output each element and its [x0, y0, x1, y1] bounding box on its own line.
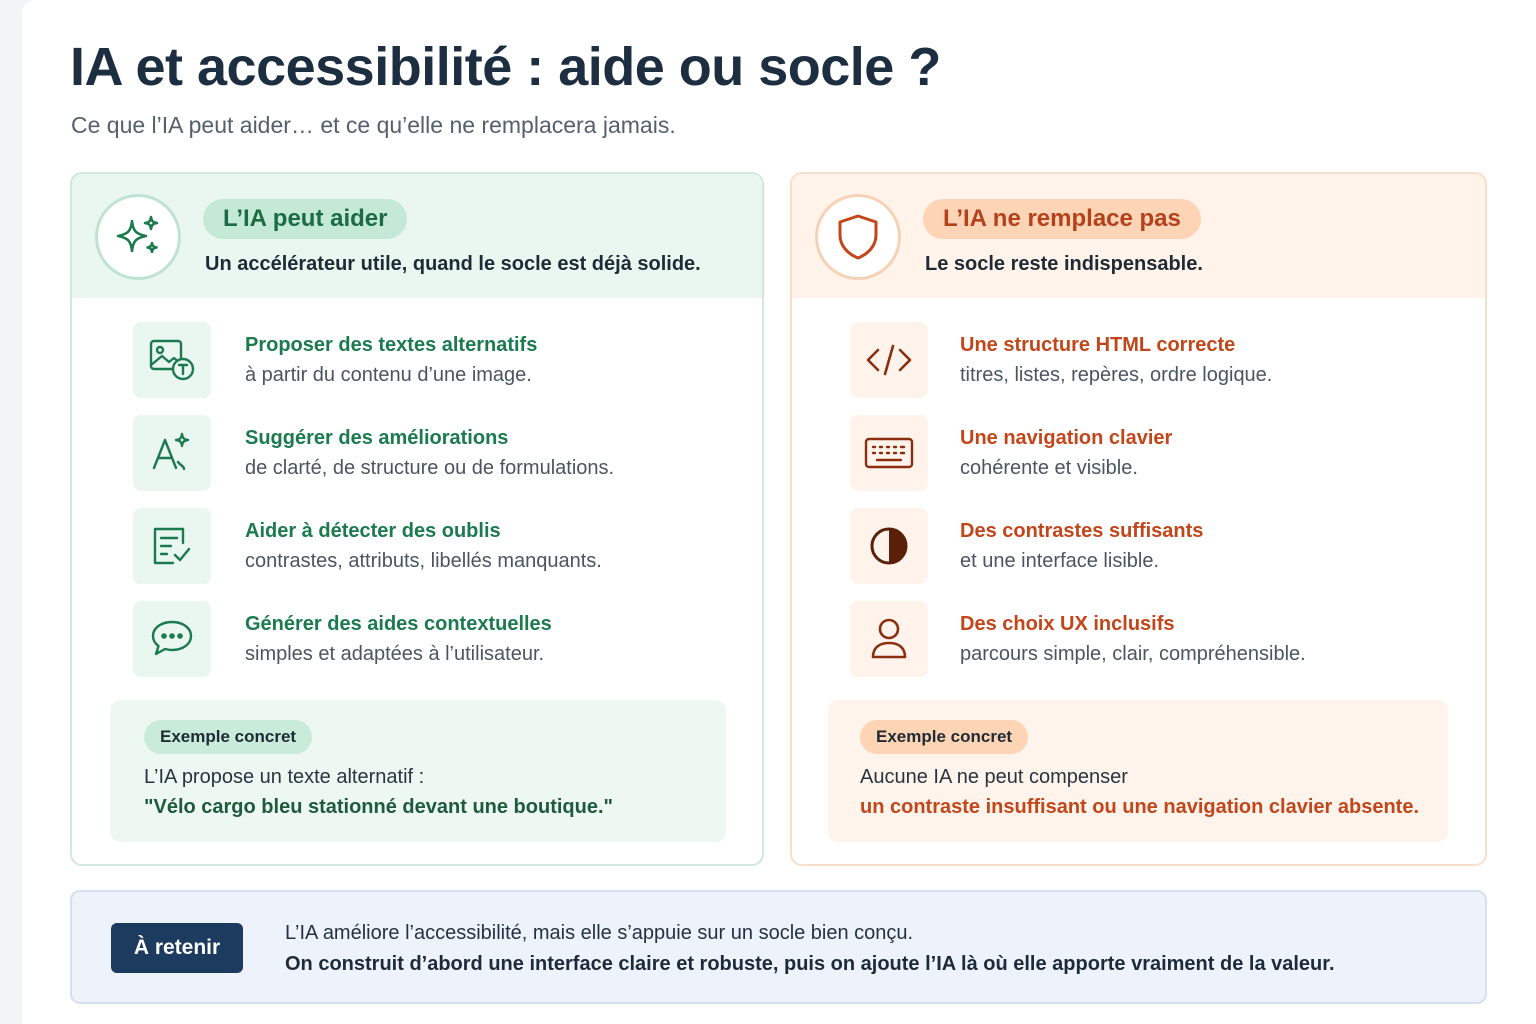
text-sparkle-icon [133, 415, 211, 491]
example-box [110, 700, 726, 842]
ai-does-not-replace-pill: L’IA ne remplace pas [923, 199, 1201, 239]
item-title: Une navigation clavier [960, 427, 1173, 449]
takeaway-badge: À retenir [111, 923, 243, 973]
list-item [72, 601, 762, 679]
example-text: L’IA propose un texte alternatif : [144, 766, 425, 788]
list-item [792, 601, 1485, 679]
item-title: Des choix UX inclusifs [960, 613, 1175, 635]
ai-can-help-panel [70, 172, 764, 866]
panel-subtitle: Un accélérateur utile, quand le socle est déjà solide. [205, 253, 701, 275]
list-item [792, 415, 1485, 493]
example-text: Aucune IA ne peut compenser [860, 766, 1128, 788]
item-title: Des contrastes suffisants [960, 520, 1204, 542]
item-description: cohérente et visible. [960, 457, 1138, 479]
list-item [72, 508, 762, 586]
example-pill: Exemple concret [144, 720, 312, 754]
item-description: simples et adaptées à l’utilisateur. [245, 643, 545, 665]
code-icon [850, 322, 928, 398]
item-description: de clarté, de structure ou de formulations. [245, 457, 615, 479]
example-quote: "Vélo cargo bleu stationné devant une boutique." [144, 796, 614, 818]
item-title: Générer des aides contextuelles [245, 613, 552, 635]
item-description: contrastes, attributs, libellés manquants. [245, 550, 602, 572]
list-item [792, 322, 1485, 400]
chat-bubble-icon [133, 601, 211, 677]
item-title: Aider à détecter des oublis [245, 520, 501, 542]
page [22, 0, 1536, 1024]
example-highlight: un contraste insuffisant ou une navigation clavier absente. [860, 796, 1420, 818]
example-box [828, 700, 1448, 842]
panel-header [792, 174, 1485, 298]
keyboard-icon [850, 415, 928, 491]
list-item [72, 415, 762, 493]
item-description: à partir du contenu d’une image. [245, 364, 532, 386]
panel-subtitle: Le socle reste indispensable. [925, 253, 1203, 275]
ai-can-help-pill: L’IA peut aider [203, 199, 407, 239]
contrast-icon [850, 508, 928, 584]
shield-icon [815, 194, 901, 280]
checklist-icon [133, 508, 211, 584]
takeaway-emphasis: On construit d’abord une interface claire et robuste, puis on ajoute l’IA là où elle apporte vraiment de la valeur. [285, 953, 1335, 975]
page-title: IA et accessibilité : aide ou socle ? [70, 37, 941, 97]
list-item [72, 322, 762, 400]
takeaway-text: L’IA améliore l’accessibilité, mais elle s’appuie sur un socle bien conçu. [285, 922, 914, 944]
user-icon [850, 601, 928, 677]
item-title: Suggérer des améliorations [245, 427, 509, 449]
item-description: titres, listes, repères, ordre logique. [960, 364, 1273, 386]
item-title: Une structure HTML correcte [960, 334, 1236, 356]
takeaway-banner [70, 890, 1487, 1004]
list-item [792, 508, 1485, 586]
example-pill: Exemple concret [860, 720, 1028, 754]
page-subtitle: Ce que l’IA peut aider… et ce qu’elle ne remplacera jamais. [71, 112, 676, 138]
item-description: et une interface lisible. [960, 550, 1160, 572]
image-text-icon [133, 322, 211, 398]
panel-header [72, 174, 762, 298]
sparkles-icon [95, 194, 181, 280]
item-description: parcours simple, clair, compréhensible. [960, 643, 1306, 665]
item-title: Proposer des textes alternatifs [245, 334, 538, 356]
ai-does-not-replace-panel [790, 172, 1487, 866]
